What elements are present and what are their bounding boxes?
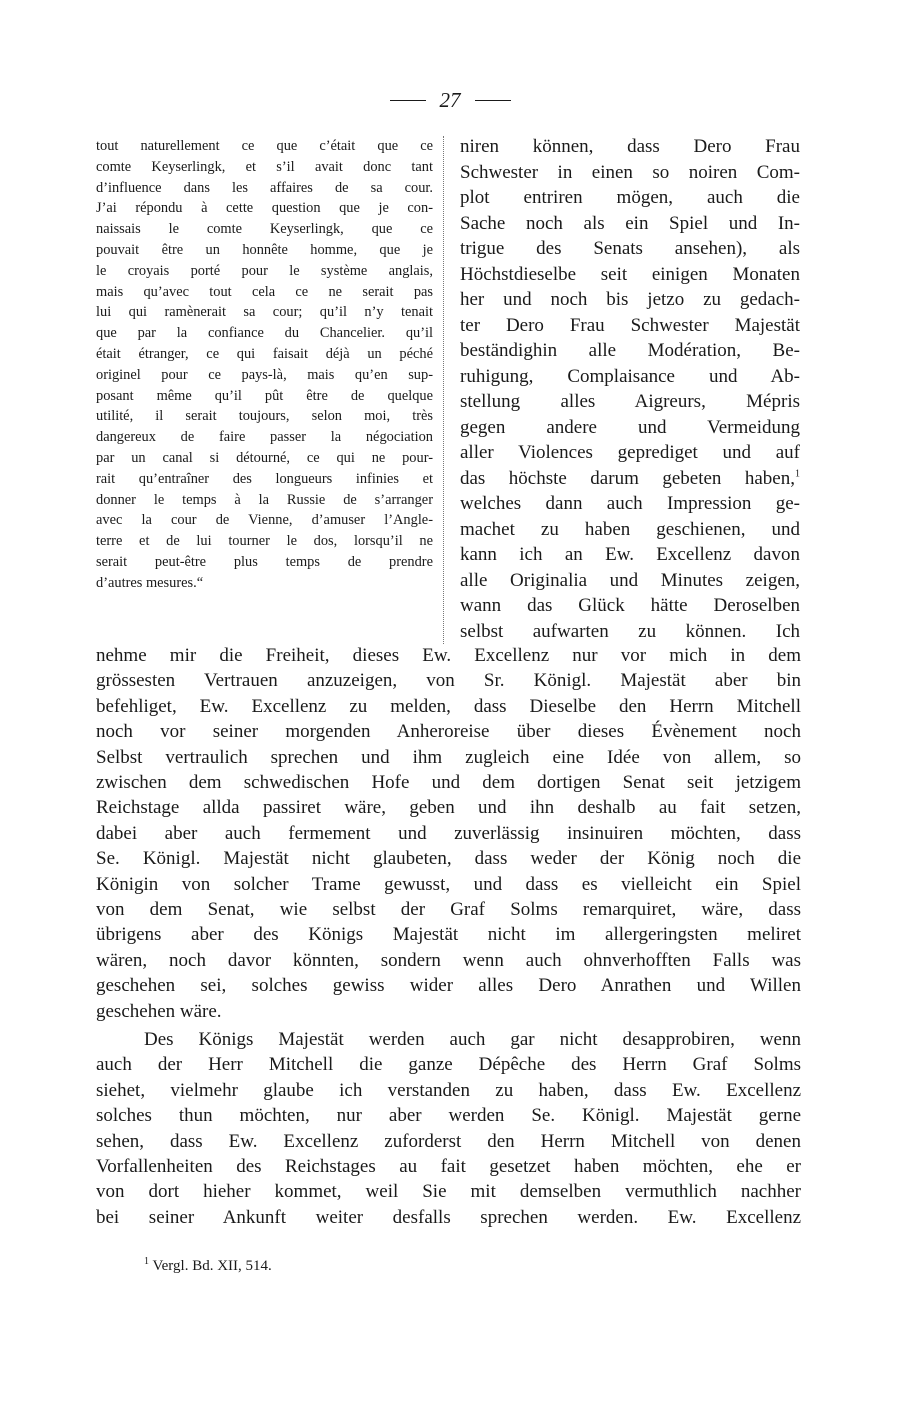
text-line-with-footnote (460, 466, 800, 492)
text-line: bei seiner Ankunft weiter desfalls sprechen werden. Ew. Excellenz (96, 1206, 801, 1228)
text-line: terre et de lui tourner le dos, lorsqu’il ne (96, 533, 433, 550)
text-line: Selbst vertraulich sprechen und ihm zugleich eine Idée von allem, so (96, 746, 801, 768)
text-line: lui qui ramènerait sa cour; qu’il n’y tenait (96, 304, 433, 321)
text-line: utilité, il serait toujours, selon moi, très (96, 408, 433, 425)
text-line: kann ich an Ew. Excellenz davon (460, 544, 800, 565)
paragraph-2 (96, 1027, 801, 1230)
text-line: trigue des Senats ansehen), als (460, 238, 800, 259)
text-line: selbst aufwarten zu können. Ich (460, 620, 800, 642)
text-line: auch der Herr Mitchell die ganze Dépêche des Herrn Graf Solms (96, 1054, 801, 1076)
text-fragment: das höchste darum gebeten haben, (460, 467, 795, 489)
text-line: noch vor seiner morgenden Anheroreise über dieses Évènement noch (96, 721, 801, 743)
text-line: plot entriren mögen, auch die (460, 187, 800, 208)
text-line: von dort hieher kommet, weil Sie mit demselben vermuthlich nachher (96, 1181, 801, 1203)
text-line: ter Dero Frau Schwester Majestät (460, 314, 800, 336)
text-line: dangereux de faire passer la négociation (96, 429, 433, 446)
paragraph-1 (96, 643, 801, 1024)
page-number: 27 (439, 88, 461, 112)
text-line: d’autres mesures.“ (96, 574, 204, 591)
text-line: était étranger, ce qui faisait déjà un péché (96, 345, 433, 362)
text-line: welches dann auch Impression ge- (460, 493, 800, 514)
text-line: dabei aber auch fermement und zuverlässig insinuiren möchten, dass (96, 822, 801, 844)
text-line: Des Königs Majestät werden auch gar nicht desapprobiren, wenn (144, 1029, 801, 1050)
text-line: machet zu haben geschienen, und (460, 518, 800, 540)
text-line: naissais le comte Keyserlingk, que ce (96, 221, 433, 238)
text-line: Höchstdieselbe seit einigen Monaten (460, 263, 800, 285)
header-rule-right (475, 100, 511, 101)
footnote (144, 1256, 272, 1276)
text-line: geschehen sei, solches gewiss wider alles Dero Anrathen und Willen (96, 975, 801, 997)
text-line: Se. Königl. Majestät nicht glaubeten, dass weder der König noch die (96, 848, 801, 870)
text-line: nehme mir die Freiheit, dieses Ew. Excellenz nur vor mich in dem (96, 645, 801, 666)
text-line: niren können, dass Dero Frau (460, 136, 800, 157)
text-line: tout naturellement ce que c’était que ce (96, 138, 433, 154)
text-line: rait qu’entraîner des longueurs infinies et (96, 470, 433, 487)
text-line: gegen andere und Vermeidung (460, 416, 800, 438)
text-line: Reichstage allda passiret wäre, geben und ihn deshalb au fait setzen, (96, 797, 801, 819)
text-line: le croyais porté pour le système anglais, (96, 262, 433, 279)
text-line: aller Violences geprediget und auf (460, 442, 800, 463)
text-line: comte Keyserlingk, et s’il avait donc tant (96, 158, 433, 175)
text-line: alle Originalia und Minutes zeigen, (460, 569, 800, 591)
text-line: geschehen wäre. (96, 1000, 222, 1022)
text-line: donner le temps à la Russie de s’arranger (96, 491, 433, 508)
text-line: Sache noch als ein Spiel und In- (460, 212, 800, 234)
text-line: serait peut-être plus temps de prendre (96, 553, 433, 570)
text-line: her und noch bis jetzo zu gedach- (460, 289, 800, 310)
text-line: mais qu’avec tout cela ce ne serait pas (96, 283, 433, 300)
text-line: sehen, dass Ew. Excellenz zuforderst den Herrn Mitchell von denen (96, 1130, 801, 1152)
footnote-marker: 1 (144, 1256, 149, 1267)
footnote-reference[interactable]: 1 (795, 468, 800, 480)
text-line: Schwester in einen so noiren Com- (460, 161, 800, 183)
text-line: wann das Glück hätte Deroselben (460, 595, 800, 616)
text-line: übrigens aber des Königs Majestät nicht im allergeringsten meliret (96, 924, 801, 946)
text-line: posant même qu’il pût être de quelque (96, 387, 433, 404)
column-divider (443, 136, 444, 644)
text-line: avec la cour de Vienne, d’amuser l’Angle- (96, 512, 433, 529)
footnote-text: Vergl. Bd. XII, 514. (152, 1258, 272, 1274)
text-line: stellung alles Aigreurs, Mépris (460, 391, 800, 412)
text-line: ruhigung, Complaisance und Ab- (460, 365, 800, 387)
text-line: zwischen dem schwedischen Hofe und dem dortigen Senat seit jetzigem (96, 772, 801, 794)
text-line: par un canal si détourné, ce qui ne pour- (96, 449, 433, 466)
text-line: pouvait être un honnête homme, que je (96, 241, 433, 258)
text-line: Vorfallenheiten des Reichstages au fait gesetzet haben möchten, ehe er (96, 1156, 801, 1178)
text-line: grössesten Vertrauen anzuzeigen, von Sr. Königl. Majestät aber bin (96, 670, 801, 692)
text-line: d’influence dans les affaires de sa cour. (96, 179, 433, 196)
text-line: wären, noch davor könnten, sondern wenn auch ohnverhofften Falls was (96, 949, 801, 971)
text-line: originel pour ce pays-là, mais qu’en sup- (96, 366, 433, 383)
text-line: solches thun möchten, nur aber werden Se. Königl. Majestät gerne (96, 1105, 801, 1127)
text-line: beständighin alle Modération, Be- (460, 340, 800, 361)
right-column-text (460, 134, 800, 644)
left-column-french-quote (96, 136, 433, 594)
text-line: Königin von solcher Trame gewusst, und dass es vielleicht ein Spiel (96, 873, 801, 895)
header-rule-left (390, 100, 426, 101)
text-line: befehliget, Ew. Excellenz zu melden, dass Dieselbe den Herrn Mitchell (96, 695, 801, 717)
text-line: von dem Senat, wie selbst der Graf Solms remarquiret, wäre, dass (96, 899, 801, 921)
text-line: J’ai répondu à cette question que je con- (96, 200, 433, 217)
text-line: siehet, vielmehr glaube ich verstanden zu haben, dass Ew. Excellenz (96, 1079, 801, 1101)
text-line: que par la confiance du Chancelier. qu’il (96, 325, 433, 342)
page-header (0, 88, 900, 113)
